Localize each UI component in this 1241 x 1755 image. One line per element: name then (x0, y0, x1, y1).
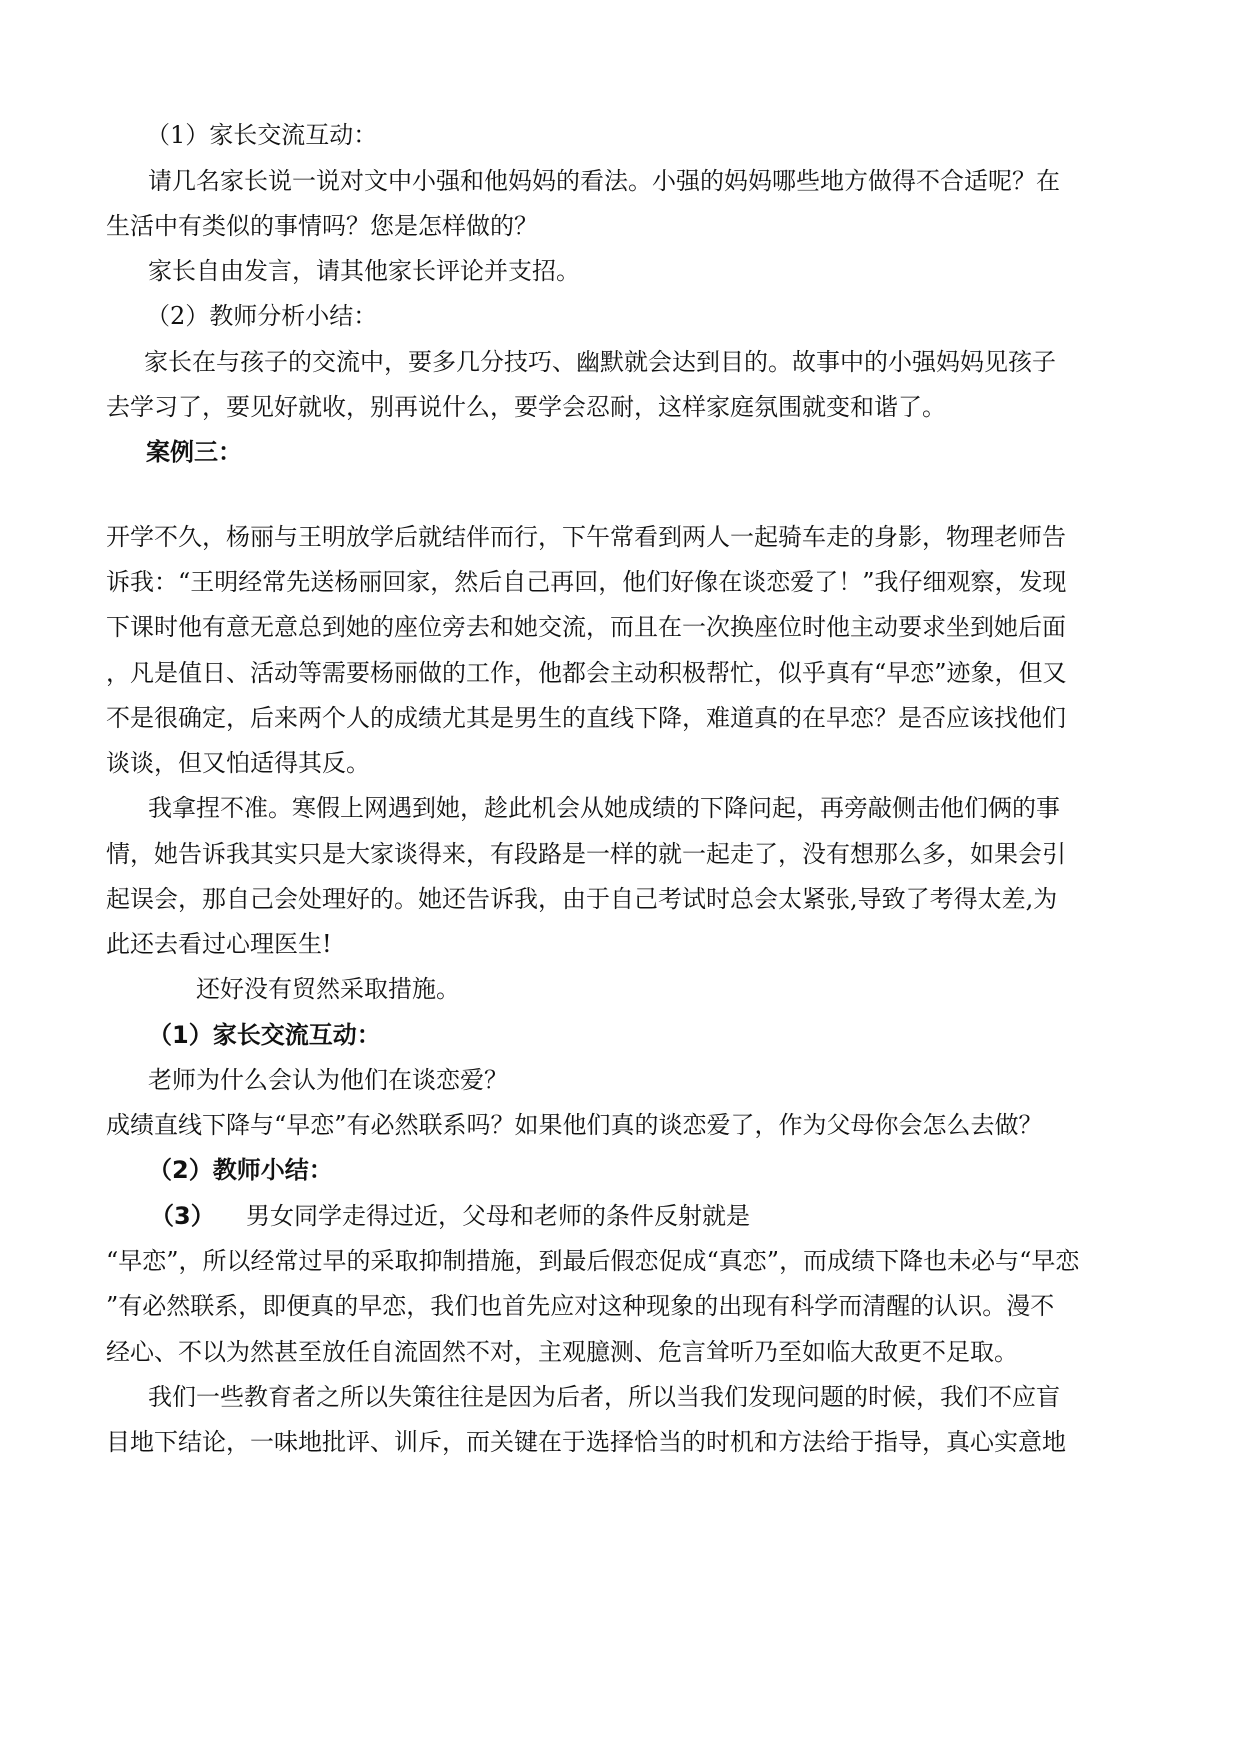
paragraph-line: 去学习了，要见好就收，别再说什么，要学会忍耐，这样家庭氛围就变和谐了。 (106, 393, 946, 421)
paragraph-line: 我拿捏不准。寒假上网遇到她，趁此机会从她成绩的下降问起，再旁敲侧击他们俩的事 (148, 794, 1060, 822)
paragraph-line: 起误会，那自己会处理好的。她还告诉我，由于自己考试时总会太紧张,导致了考得太差,为 (106, 885, 1058, 913)
section-heading: （2）教师分析小结： (146, 302, 378, 330)
paragraph-line: 目地下结论，一味地批评、训斥，而关键在于选择恰当的时机和方法给于指导，真心实意地 (106, 1428, 1066, 1456)
paragraph-line: 我们一些教育者之所以失策往往是因为后者，所以当我们发现问题的时候，我们不应盲 (148, 1383, 1060, 1411)
paragraph-line: 不是很确定，后来两个人的成绩尤其是男生的直线下降，难道真的在早恋？是否应该找他们 (106, 704, 1066, 732)
paragraph-line: 谈谈，但又怕适得其反。 (106, 749, 370, 777)
section-heading: （2）教师小结： (148, 1156, 333, 1184)
paragraph-line: ”有必然联系，即便真的早恋，我们也首先应对这种现象的出现有科学而清醒的认识。漫不 (106, 1292, 1055, 1320)
paragraph-line: 经心、不以为然甚至放任自流固然不对，主观臆测、危言耸听乃至如临大敌更不足取。 (106, 1338, 1018, 1366)
paragraph-line: 情，她告诉我其实只是大家谈得来，有段路是一样的就一起走了，没有想那么多，如果会引 (106, 840, 1066, 868)
paragraph-line: 请几名家长说一说对文中小强和他妈妈的看法。小强的妈妈哪些地方做得不合适呢？在 (148, 167, 1060, 195)
paragraph-line: 生活中有类似的事情吗？您是怎样做的？ (106, 212, 538, 240)
paragraph-line: 男女同学走得过近，父母和老师的条件反射就是 (246, 1202, 750, 1230)
paragraph-line: “早恋”，所以经常过早的采取抑制措施，到最后假恋促成“真恋”，而成绩下降也未必与“早恋 (106, 1247, 1080, 1275)
question-line: 成绩直线下降与“早恋”有必然联系吗？如果他们真的谈恋爱了，作为父母你会怎么去做？ (106, 1111, 1043, 1139)
paragraph-line: ，凡是值日、活动等需要杨丽做的工作，他都会主动积极帮忙，似乎真有“早恋”迹象，但又 (106, 659, 1067, 687)
list-number: （3） (150, 1202, 215, 1230)
paragraph-line: 还好没有贸然采取措施。 (196, 975, 460, 1003)
paragraph-line: 开学不久，杨丽与王明放学后就结伴而行，下午常看到两人一起骑车走的身影，物理老师告 (106, 523, 1066, 551)
case-title: 案例三： (146, 438, 242, 466)
paragraph-line: 下课时他有意无意总到她的座位旁去和她交流，而且在一次换座位时他主动要求坐到她后面 (106, 613, 1066, 641)
question-line: 老师为什么会认为他们在谈恋爱？ (148, 1066, 508, 1094)
paragraph-line: 诉我：“王明经常先送杨丽回家，然后自己再回，他们好像在谈恋爱了！”我仔细观察，发现 (106, 568, 1067, 596)
paragraph-line: 家长自由发言，请其他家长评论并支招。 (148, 257, 580, 285)
paragraph-line: 家长在与孩子的交流中，要多几分技巧、幽默就会达到目的。故事中的小强妈妈见孩子 (144, 348, 1056, 376)
section-heading: （1）家长交流互动： (146, 121, 378, 149)
section-heading: （1）家长交流互动： (148, 1021, 381, 1049)
paragraph-line: 此还去看过心理医生! (106, 930, 332, 958)
